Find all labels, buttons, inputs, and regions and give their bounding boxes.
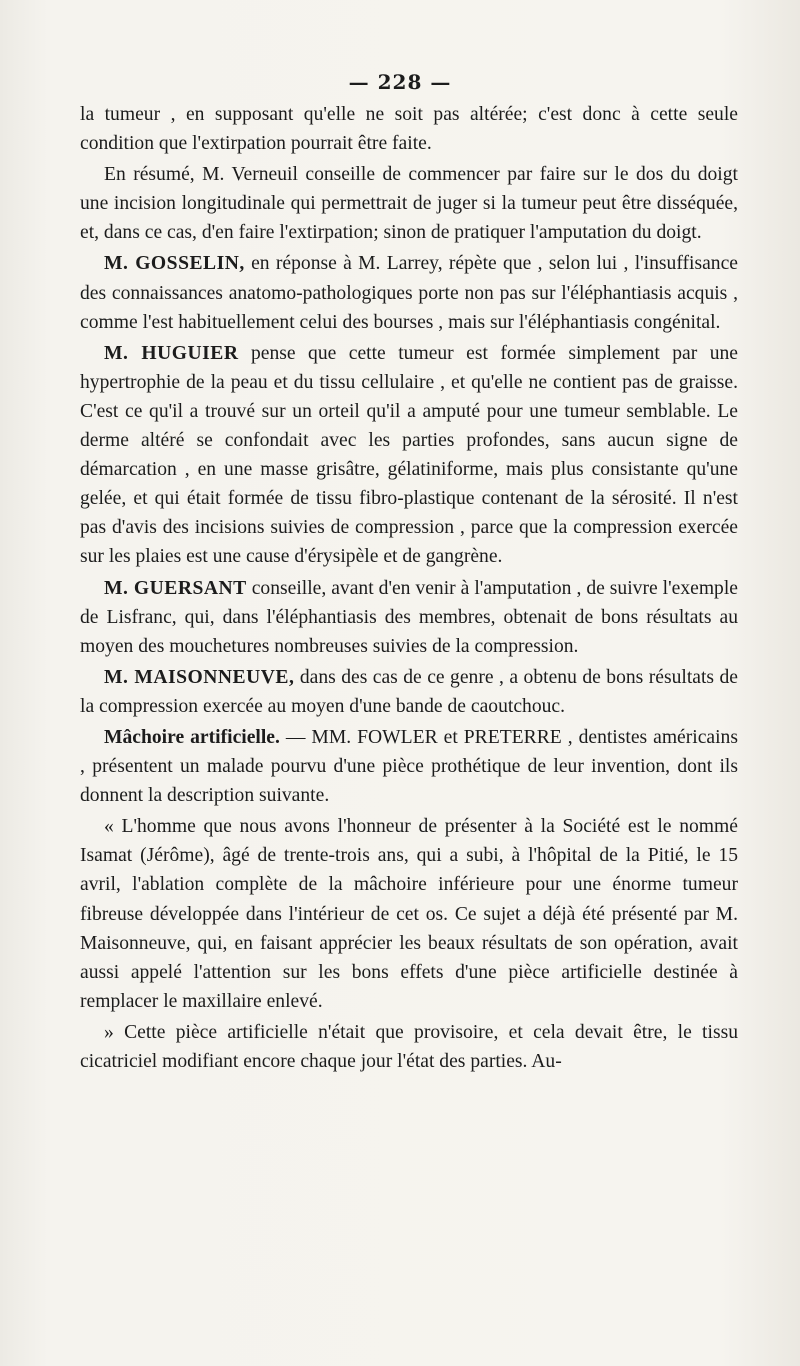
paragraph-text: la tumeur , en supposant qu'elle ne soit pas altérée; c'est donc à cette seule condition que l'extirpation pourrait être faite.	[80, 104, 738, 155]
paragraph	[80, 723, 738, 810]
paragraph	[80, 812, 738, 1016]
speaker-name: M. GOSSELIN,	[104, 253, 245, 275]
paragraph-text: » Cette pièce artificielle n'était que provisoire, et cela devait être, le tissu cicatriciel modifiant encore chaque jour l'état des parties. Au-	[80, 1021, 738, 1072]
paragraph	[80, 100, 738, 158]
paragraph	[80, 1018, 738, 1076]
paragraph	[80, 339, 738, 572]
page-number: — 228 —	[348, 70, 452, 94]
paragraph	[80, 574, 738, 661]
paragraph	[80, 663, 738, 721]
paragraph-text: conseille, avant d'en venir à l'amputation , de suivre l'exemple de Lisfranc, qui, dans l'éléphantiasis des membres, obtenait de bons résultats au moyen des mouchetures nombreuses suivies de la compression.	[80, 577, 738, 657]
paragraph-text: En résumé, M. Verneuil conseille de commencer par faire sur le dos du doigt une incision longitudinale qui permettrait de juger si la tumeur peut être disséquée, et, dans ce cas, d'en faire l'extirpation; sinon de pratiquer l'amputation du doigt.	[80, 164, 738, 244]
paragraph-text: en réponse à M. Larrey, répète que , selon lui , l'insuffisance des connaissances anatomo-pathologiques porte non pas sur l'éléphantiasis acquis , comme l'est habituellement celui des bourses , mais sur l'éléphantiasis congénital.	[80, 253, 738, 333]
paragraph-text: pense que cette tumeur est formée simplement par une hypertrophie de la peau et du tissu cellulaire , et qu'elle ne contient pas de graisse. C'est ce qu'il a trouvé sur un orteil qu'il a amputé pour une tumeur semblable. Le derme altéré se confondait avec les parties profondes, sans aucun signe de démarcation , en une masse grisâtre, gélatiniforme, mais plus consistante qu'une gelée, et qui était formée de tissu fibro-plastique contenant de la sérosité. Il n'est pas d'avis des incisions suivies de compression , parce que la compression exercée sur les plaies est une cause d'érysipèle et de gangrène.	[80, 342, 738, 568]
speaker-name: M. HUGUIER	[104, 342, 239, 364]
body-text	[80, 100, 738, 1078]
paragraph	[80, 160, 738, 247]
speaker-name: M. GUERSANT	[104, 577, 247, 599]
paragraph-text: — MM. FOWLER et PRETERRE , dentistes américains , présentent un malade pourvu d'une pièce prothétique de leur invention, dont ils donnent la description suivante.	[80, 726, 738, 807]
paragraph-text: « L'homme que nous avons l'honneur de présenter à la Société est le nommé Isamat (Jérôme), âgé de trente-trois ans, qui a subi, à l'hôpital de la Pitié, le 15 avril, l'ablation complète de la mâchoire inférieure pour une énorme tumeur fibreuse développée dans l'intérieur de cet os. Ce sujet a déjà été présenté par M. Maisonneuve, qui, en faisant apprécier les beaux résultats de son opération, avait aussi appelé l'attention sur les bons effets d'une pièce artificielle destinée à remplacer le maxillaire enlevé.	[80, 816, 738, 1012]
speaker-name: M. MAISONNEUVE,	[104, 666, 295, 688]
section-heading: Mâchoire artificielle.	[104, 726, 280, 748]
paragraph	[80, 249, 738, 336]
paragraph-text: dans des cas de ce genre , a obtenu de bons résultats de la compression exercée au moyen d'une bande de caoutchouc.	[80, 666, 738, 717]
